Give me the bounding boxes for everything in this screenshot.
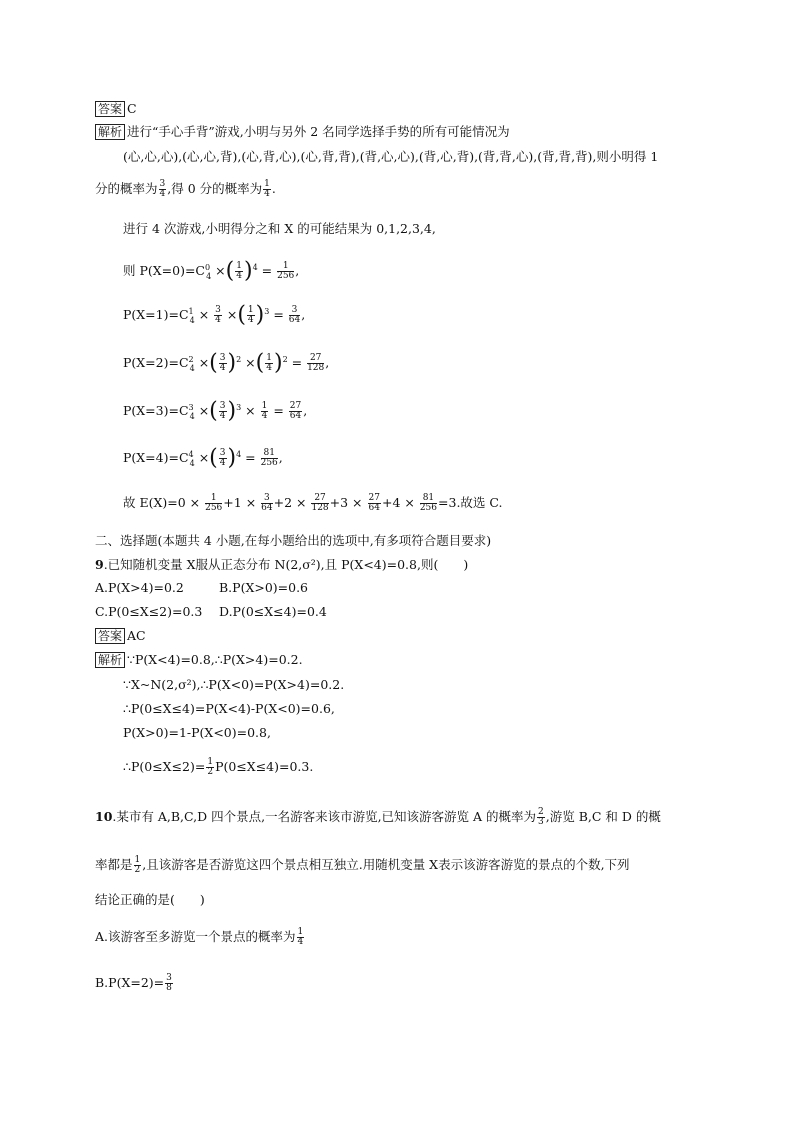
explanation-8-line-2: (心,心,心),(心,心,背),(心,背,心),(心,背,背),(背,心,心),(背,心,背),(背,背,心),(背,背,背),则小明得 1 (123, 149, 659, 164)
text: ,得 0 分的概率为 (167, 181, 263, 196)
formula-px4: $P(X=4)=C^4_4$ ×( $\frac{3}{4}$ )$^4$ = $\frac{81}{256}$ , (123, 445, 283, 471)
text: B.P(X=2)= (95, 975, 165, 990)
formula-px1: $P(X=1)=C^1_4$ × $\frac{3}{4}$ ×( $\frac{1}{4}$ )$^3$ = $\frac{3}{64}$ , (123, 302, 306, 328)
formula-px2: $P(X=2)=C^2_4$ ×( $\frac{3}{4}$ )$^2$ ×( $\frac{1}{4}$ )$^2$ = $\frac{27}{128}$ , (123, 350, 330, 376)
text: P(X=3)=C (123, 403, 189, 419)
text: . (271, 181, 276, 196)
question-number: 9 (95, 557, 104, 572)
explanation-9-line-2: ∵X~N(2,σ²),∴P(X<0)=P(X>4)=0.2. (123, 677, 345, 692)
text: ,游览 B,C 和 D 的概 (545, 809, 661, 824)
explanation-8-line-1 (95, 123, 510, 141)
text: ∴P(0≤X≤2)= (123, 759, 206, 774)
answer-tag: 答案 (95, 101, 125, 117)
answer-value: AC (127, 628, 146, 643)
explanation-tag: 解析 (95, 652, 125, 668)
section-heading: 二、选择题(本题共 4 小题,在每小题给出的选项中,有多项符合题目要求) (95, 533, 492, 548)
text: 则 P(X=0)=C (123, 263, 206, 279)
question-10-line-2: 率都是 $\frac{1}{2}$ ,且该游客是否游览这四个景点相互独立.用随机变量 X表示该游客游览的景点的个数,下列 (95, 855, 630, 875)
explanation-9-line-1 (95, 651, 303, 669)
text: 分的概率为 (95, 181, 158, 196)
explanation-9-line-5: ∴P(0≤X≤2)= $\frac{1}{2}$ P(0≤X≤4)=0.3. (123, 757, 314, 777)
text: ,且该游客是否游览这四个景点相互独立.用随机变量 X表示该游客游览的景点的个数,下列 (142, 857, 630, 872)
fraction-3-4: $\frac{3}{4}$ (159, 179, 166, 199)
q9-option-c: C.P(0≤X≤2)=0.3 (95, 604, 203, 619)
formula-px3: $P(X=3)=C^3_4$ ×( $\frac{3}{4}$ )$^3$ × $\frac{1}{4}$ = $\frac{27}{64}$ , (123, 398, 308, 424)
question-number: 10 (95, 809, 113, 824)
question-stem: .已知随机变量 X服从正态分布 N(2,σ²),且 P(X<4)=0.8,则( ) (103, 557, 469, 572)
text: =3.故选 C. (438, 495, 503, 510)
answer-tag: 答案 (95, 628, 125, 644)
explanation-9-line-4: P(X>0)=1-P(X<0)=0.8, (123, 725, 271, 740)
question-10-line-1: 10.某市有 A,B,C,D 四个景点,一名游客来该市游览,已知该游客游览 A 的概率为 $\frac{2}{3}$ ,游览 B,C 和 D 的概 (95, 807, 661, 827)
explanation-text: 进行“手心手背”游戏,小明与另外 2 名同学选择手势的所有可能情况为 (127, 124, 510, 139)
fraction-1-4: $\frac{1}{4}$ (264, 179, 270, 199)
answer-value: C (127, 101, 137, 116)
explanation-tag: 解析 (95, 124, 125, 140)
text: .某市有 A,B,C,D 四个景点,一名游客来该市游览,已知该游客游览 A 的概率为 (112, 809, 537, 824)
text: 故 E(X)=0 × (123, 495, 201, 510)
explanation-text: ∵P(X<4)=0.8,∴P(X>4)=0.2. (127, 652, 303, 667)
text: P(X=1)=C (123, 307, 189, 323)
explanation-8-line-3 (95, 180, 276, 199)
text: P(0≤X≤4)=0.3. (215, 759, 314, 774)
q10-option-a: A.该游客至多游览一个景点的概率为 $\frac{1}{4}$ (95, 927, 304, 947)
q10-option-b: B.P(X=2)= $\frac{3}{8}$ (95, 973, 172, 993)
explanation-8-line-4: 进行 4 次游戏,小明得分之和 X 的可能结果为 0,1,2,3,4, (123, 221, 436, 236)
text: A.该游客至多游览一个景点的概率为 (95, 929, 296, 944)
answer-9 (95, 627, 146, 645)
q9-option-b: B.P(X>0)=0.6 (219, 580, 309, 595)
text: P(X=4)=C (123, 450, 189, 466)
explanation-9-line-3: ∴P(0≤X≤4)=P(X<4)-P(X<0)=0.6, (123, 701, 335, 716)
text: P(X=2)=C (123, 355, 189, 371)
q9-option-d: D.P(0≤X≤4)=0.4 (219, 604, 327, 619)
answer-8 (95, 100, 137, 118)
question-10-line-3: 结论正确的是( ) (95, 892, 205, 907)
q9-option-a: A.P(X>4)=0.2 (95, 580, 184, 595)
question-9 (95, 556, 468, 574)
formula-px0: 则 $P(X=0)=C^0_4$ ×( $\frac{1}{4}$ )$^4$ = $\frac{1}{256}$ , (123, 258, 300, 284)
text: 率都是 (95, 857, 133, 872)
formula-expectation: 故 E(X)=0 × $\frac{1}{256}$ +1 × $\frac{3}{64}$ +2 × $\frac{27}{128}$ +3 × $\frac{27}{64}$ +4 × $\frac{81}{256}$ =3.故选 C. (123, 493, 503, 513)
